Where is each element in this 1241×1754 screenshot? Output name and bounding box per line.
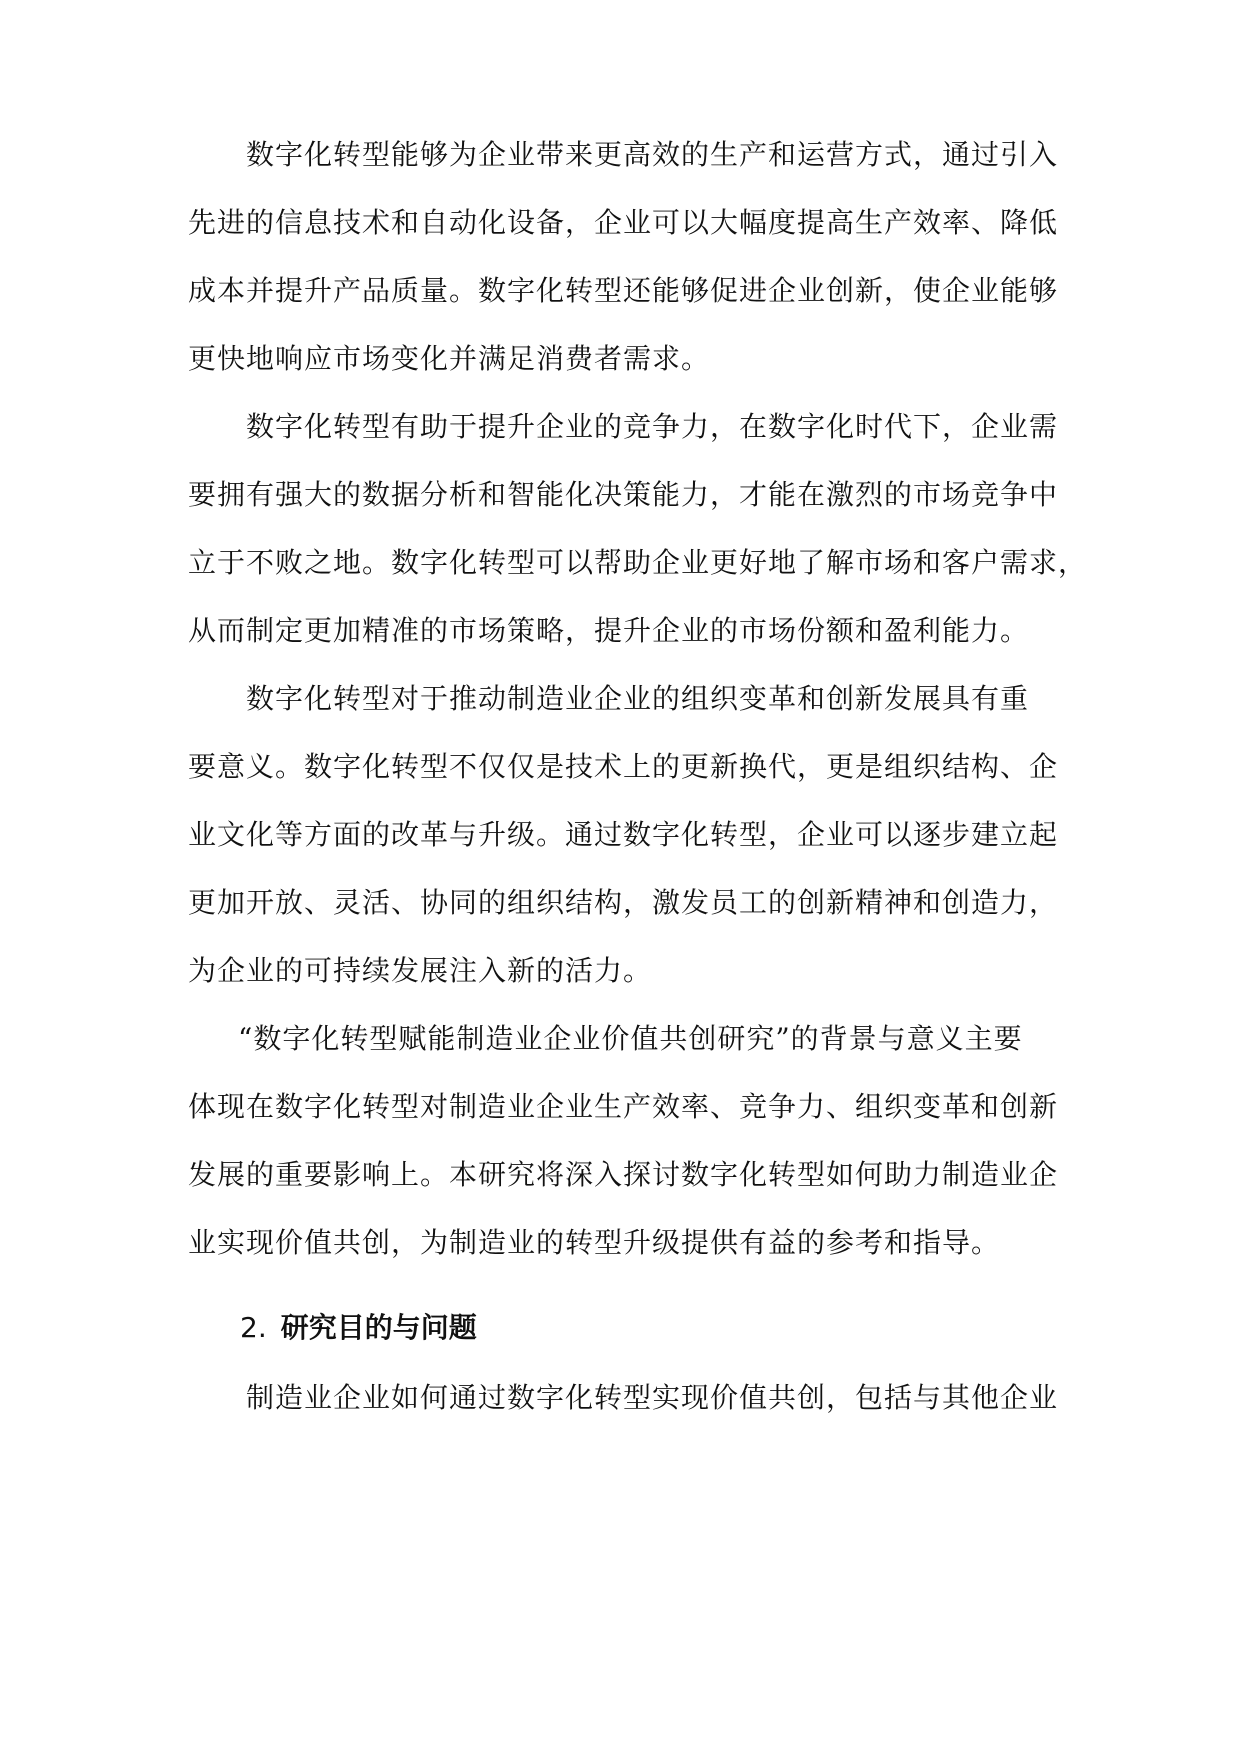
paragraph-3-line-2: 要意义。数字化转型不仅仅是技术上的更新换代，更是组织结构、企 [188,750,1059,783]
paragraph-3-line-5: 为企业的可持续发展注入新的活力。 [188,954,653,987]
paragraph-2-line-3: 立于不败之地。数字化转型可以帮助企业更好地了解市场和客户需求， [188,546,1088,579]
paragraph-4-line-3: 发展的重要影响上。本研究将深入探讨数字化转型如何助力制造业企 [188,1158,1059,1191]
paragraph-3-line-3: 业文化等方面的改革与升级。通过数字化转型，企业可以逐步建立起 [188,818,1059,851]
paragraph-4-line-4: 业实现价值共创，为制造业的转型升级提供有益的参考和指导。 [188,1226,1001,1259]
paragraph-1-line-2: 先进的信息技术和自动化设备，企业可以大幅度提高生产效率、降低 [188,206,1059,239]
paragraph-4-line-2: 体现在数字化转型对制造业企业生产效率、竞争力、组织变革和创新 [188,1090,1059,1123]
section-number: 2. [240,1311,267,1344]
paragraph-1-line-3: 成本并提升产品质量。数字化转型还能够促进企业创新，使企业能够 [188,274,1059,307]
paragraph-1-line-1: 数字化转型能够为企业带来更高效的生产和运营方式，通过引入 [246,138,1059,171]
paragraph-1-line-4: 更快地响应市场变化并满足消费者需求。 [188,342,711,375]
paragraph-2-line-4: 从而制定更加精准的市场策略，提升企业的市场份额和盈利能力。 [188,614,1030,647]
section-heading [240,1308,477,1348]
paragraph-3-line-1: 数字化转型对于推动制造业企业的组织变革和创新发展具有重 [246,682,1030,715]
section-title: 研究目的与问题 [280,1311,477,1344]
paragraph-5-line-1: 制造业企业如何通过数字化转型实现价值共创，包括与其他企业 [246,1381,1059,1414]
paragraph-2-line-1: 数字化转型有助于提升企业的竞争力，在数字化时代下，企业需 [246,410,1059,443]
paragraph-2-line-2: 要拥有强大的数据分析和智能化决策能力，才能在激烈的市场竞争中 [188,478,1059,511]
paragraph-4-line-1: “数字化转型赋能制造业企业价值共创研究”的背景与意义主要 [238,1022,1023,1055]
paragraph-3-line-4: 更加开放、灵活、协同的组织结构，激发员工的创新精神和创造力， [188,886,1059,919]
